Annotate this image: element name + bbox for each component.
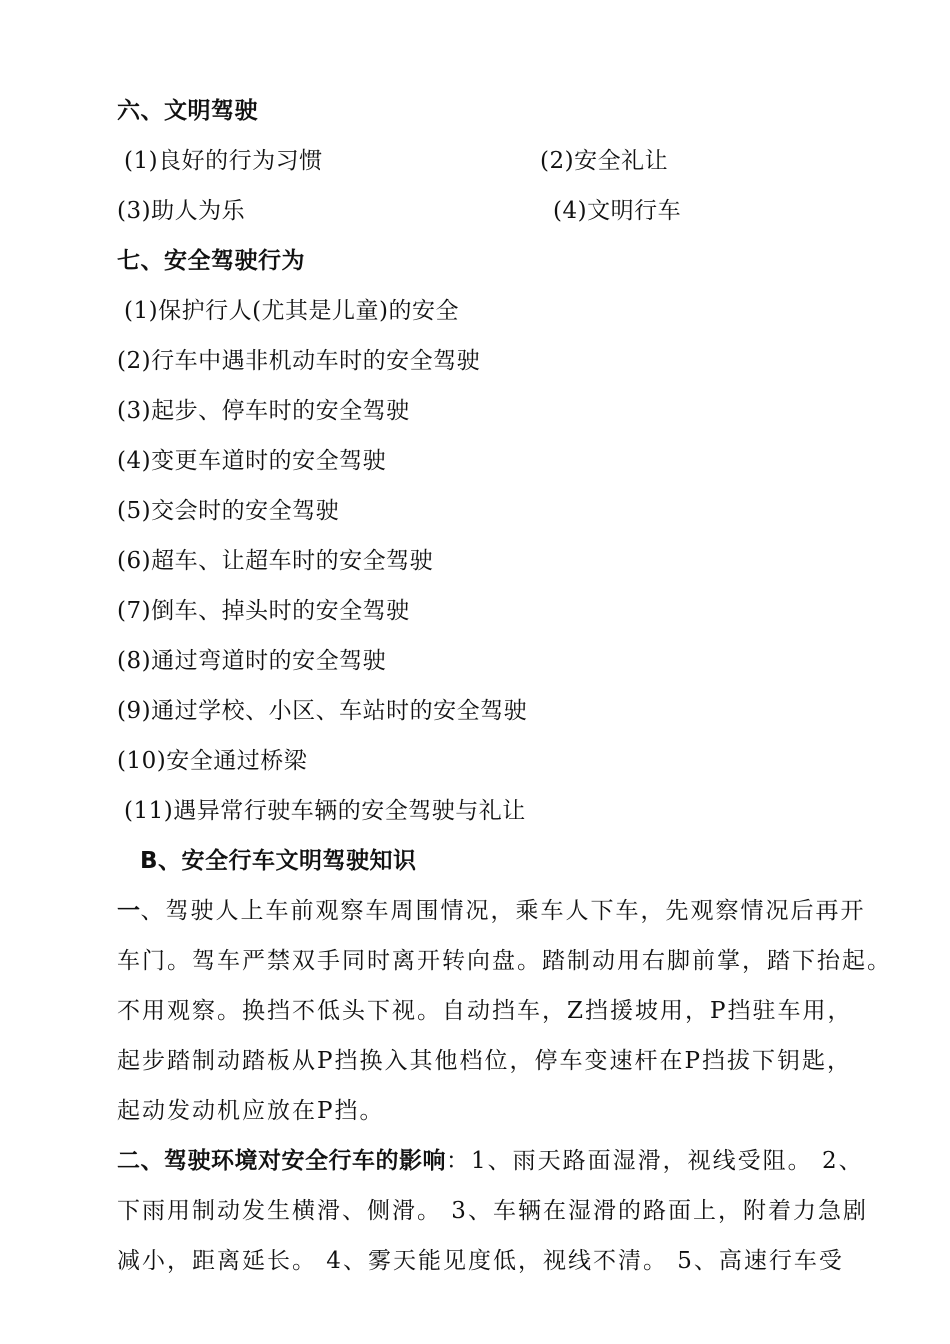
para-1-lead: 一 xyxy=(117,898,141,924)
section-7-item-7: (7)倒车、掉头时的安全驾驶 xyxy=(117,598,410,624)
section-7-item-2: (2)行车中遇非机动车时的安全驾驶 xyxy=(117,348,481,374)
para-2-line-1-rest: ：1、雨天路面湿滑，视线受阻。 2、 xyxy=(446,1148,864,1174)
section-7-item-8: (8)通过弯道时的安全驾驶 xyxy=(117,648,387,674)
para-2-line-1 xyxy=(117,1146,917,1176)
section-b-title: B、安全行车文明驾驶知识 xyxy=(140,848,417,874)
para-1-line-3: 不用观察。换挡不低头下视。自动挡车，Z挡援坡用，P挡驻车用， xyxy=(117,998,853,1024)
para-2-heading: 二、驾驶环境对安全行车的影响 xyxy=(117,1148,446,1174)
section-6-item-2: (2)安全礼让 xyxy=(540,148,669,174)
section-6-item-1: (1)良好的行为习惯 xyxy=(124,148,323,174)
para-1-line-2: 车门。驾车严禁双手同时离开转向盘。踏制动用右脚前掌，踏下抬起。 xyxy=(117,948,892,974)
para-2-line-3: 减小，距离延长。 4、雾天能见度低，视线不清。 5、高速行车受 xyxy=(117,1248,844,1274)
para-2-line-2: 下雨用制动发生横滑、侧滑。 3、车辆在湿滑的路面上，附着力急剧 xyxy=(117,1198,868,1224)
section-7-item-1: (1)保护行人(尤其是儿童)的安全 xyxy=(124,298,460,324)
para-1-line-1 xyxy=(117,896,917,926)
para-1-line-5: 起动发动机应放在P挡。 xyxy=(117,1098,385,1124)
section-6-title: 六、文明驾驶 xyxy=(117,98,258,124)
section-7-item-11: (11)遇异常行驶车辆的安全驾驶与礼让 xyxy=(124,798,526,824)
section-7-item-4: (4)变更车道时的安全驾驶 xyxy=(117,448,387,474)
section-7-title: 七、安全驾驶行为 xyxy=(117,248,305,274)
para-1-line-1-text: 、驾驶人上车前观察车周围情况，乘车人下车，先观察情况后再开 xyxy=(140,898,866,924)
section-7-item-3: (3)起步、停车时的安全驾驶 xyxy=(117,398,410,424)
para-1-line-4: 起步踏制动踏板从P挡换入其他档位，停车变速杆在P挡拔下钥匙， xyxy=(117,1048,852,1074)
section-7-item-6: (6)超车、让超车时的安全驾驶 xyxy=(117,548,434,574)
section-6-item-3: (3)助人为乐 xyxy=(117,198,246,224)
section-7-item-5: (5)交会时的安全驾驶 xyxy=(117,498,340,524)
section-6-item-4: (4)文明行车 xyxy=(553,198,682,224)
section-7-item-10: (10)安全通过桥梁 xyxy=(117,748,308,774)
section-7-item-9: (9)通过学校、小区、车站时的安全驾驶 xyxy=(117,698,528,724)
